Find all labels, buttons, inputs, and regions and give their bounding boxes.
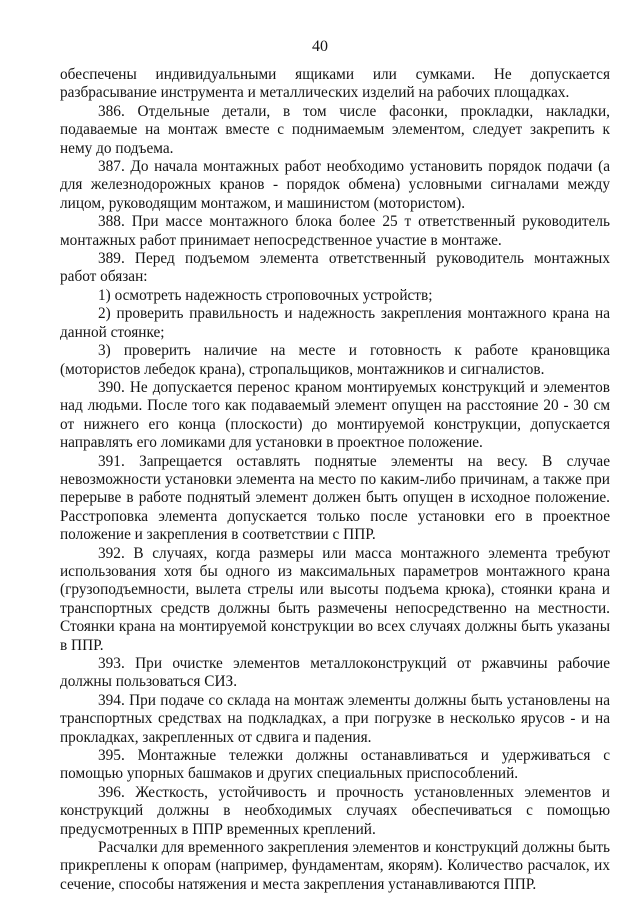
- list-item-3: 3) проверить наличие на месте и готовность к работе крановщика (мотористов лебедок крана), стропальщиков, монтажников и сигналистов.: [60, 342, 610, 378]
- paragraph-387: 387. До начала монтажных работ необходимо установить порядок подачи (а для железнодорожных кранов - порядок обмена) условными сигналами между лицом, руководящим монтажом, и машинистом (мотористом).: [60, 158, 610, 212]
- paragraph-390: 390. Не допускается перенос краном монтируемых конструкций и элементов над людьми. После того как подаваемый элемент опущен на расстояние 20 - 30 см от нижнего его конца (плоскости) до монтируемой конструкции, допускается направлять его ломиками для установки в проектное положение.: [60, 378, 610, 452]
- paragraph-396: 396. Жесткость, устойчивость и прочность установленных элементов и конструкций должны в необходимых случаях обеспечиваться с помощью предусмотренных в ППР временных креплений.: [60, 783, 610, 838]
- paragraph-389: 389. Перед подъемом элемента ответственный руководитель монтажных работ обязан:: [60, 250, 610, 286]
- paragraph-388: 388. При массе монтажного блока более 25 т ответственный руководитель монтажных работ принимает непосредственное участие в монтаже.: [60, 213, 610, 249]
- paragraph-386: 386. Отдельные детали, в том числе фасонки, прокладки, накладки, подаваемые на монтаж вместе с поднимаемым элементом, следует закрепить к нему до подъема.: [60, 102, 610, 157]
- paragraph-395: 395. Монтажные тележки должны останавливаться и удерживаться с помощью упорных башмаков и других специальных приспособлений.: [60, 747, 610, 783]
- paragraph-394: 394. При подаче со склада на монтаж элементы должны быть установлены на транспортных средствах на подкладках, а при погрузке в несколько ярусов - и на прокладках, закрепленных от сдвига и падения.: [60, 691, 610, 746]
- document-body: [60, 66, 610, 894]
- list-item-2: 2) проверить правильность и надежность закрепления монтажного крана на данной стоянке;: [60, 305, 610, 341]
- paragraph-392: 392. В случаях, когда размеры или масса монтажного элемента требуют использования хотя бы одного из максимальных параметров монтажного крана (грузоподъемности, вылета стрелы или высоты подъема крюка), стоянки крана и транспортных средств должны быть размечены непосредственно на местности. Стоянки крана на монтируемой конструкции во всех случаях должны быть указаны в ППР.: [60, 544, 610, 654]
- paragraph-guy-ropes: Расчалки для временного закрепления элементов и конструкций должны быть прикреплены к опорам (например, фундаментам, якорям). Количество расчалок, их сечение, способы натяжения и места закрепления устанавливаются ППР.: [60, 839, 610, 893]
- paragraph-continuation: обеспечены индивидуальными ящиками или сумками. Не допускается разбрасывание инструмента и металлических изделий на рабочих площадках.: [60, 66, 610, 102]
- paragraph-393: 393. При очистке элементов металлоконструкций от ржавчины рабочие должны пользоваться СИЗ.: [60, 655, 610, 691]
- page-number: 40: [312, 38, 328, 55]
- paragraph-391: 391. Запрещается оставлять поднятые элементы на весу. В случае невозможности установки элемента на место по каким-либо причинам, а также при перерыве в работе поднятый элемент должен быть опущен в исходное положение. Расстроповка элемента допускается только после установки его в проектное положение и закрепления в соответствии с ППР.: [60, 452, 610, 544]
- list-item-1: 1) осмотреть надежность строповочных устройств;: [98, 286, 433, 304]
